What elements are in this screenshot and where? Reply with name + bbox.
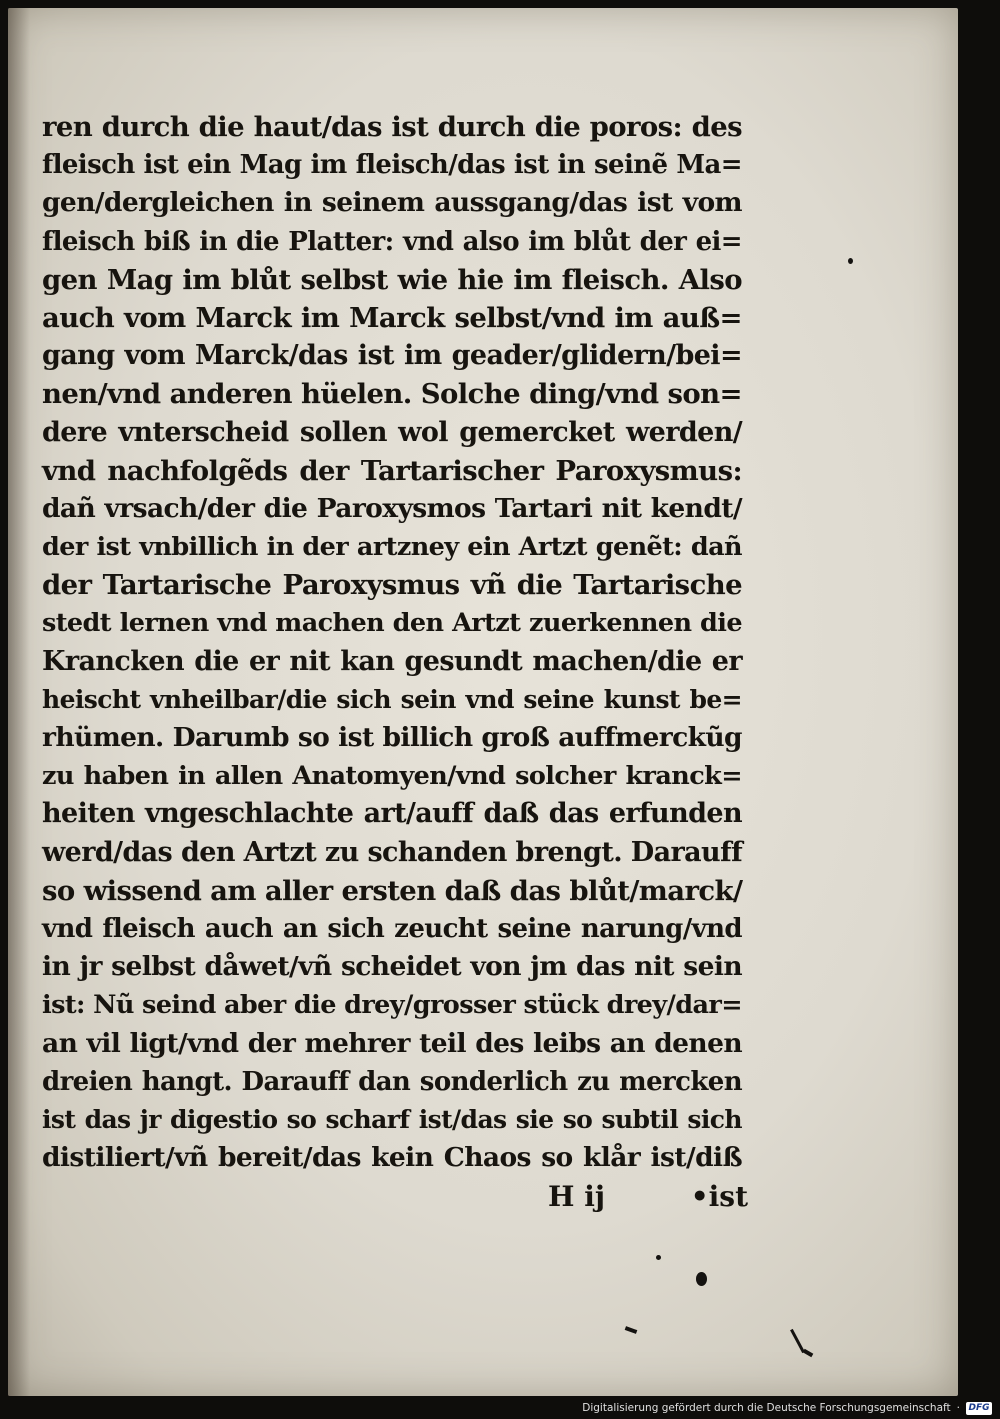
- text-line: auch vom Marck im Marck selbst/vnd im auß=: [42, 301, 742, 334]
- text-line: dañ vrsach/der die Paroxysmos Tartari nit kendt/: [42, 492, 742, 524]
- text-line: der Tartarische Paroxysmus vñ die Tartarische: [42, 569, 742, 602]
- text-line: heiten vngeschlachte art/auff daß das erfunden: [42, 798, 742, 830]
- text-line: an vil ligt/vnd der mehrer teil des leibs an denen: [42, 1027, 742, 1059]
- text-line: ist das jr digestio so scharf ist/das sie so subtil sich: [42, 1104, 742, 1134]
- catchword: •ist: [690, 1180, 748, 1213]
- book-page: [8, 8, 958, 1396]
- ink-stroke: [803, 1349, 814, 1357]
- ink-speck: [656, 1255, 661, 1260]
- text-line: heischt vnheilbar/die sich sein vnd seine kunst be=: [42, 684, 742, 714]
- text-line: in jr selbst dåwet/vñ scheidet von jm das nit sein: [42, 951, 742, 983]
- text-line: ist: Nũ seind aber die drey/grosser stück drey/dar=: [42, 990, 742, 1021]
- text-line: gen Mag im blůt selbst wie hie im fleisch. Also: [42, 263, 742, 296]
- text-line: vnd fleisch auch an sich zeucht seine narung/vnd: [42, 913, 742, 944]
- text-line: stedt lernen vnd machen den Artzt zuerkennen die: [42, 608, 742, 639]
- text-line: gen/dergleichen in seinem aussgang/das ist vom: [42, 187, 742, 219]
- text-line: ren durch die haut/das ist durch die poros: des: [42, 111, 742, 143]
- text-line: der ist vnbillich in der artzney ein Artzt genẽt: dañ: [42, 532, 742, 563]
- digitization-credit: [582, 1399, 992, 1417]
- page-text-block: [42, 108, 742, 1177]
- text-line: gang vom Marck/das ist im geader/glidern/bei=: [42, 340, 742, 372]
- text-line: fleisch biß in die Platter: vnd also im blůt der ei=: [42, 226, 742, 257]
- text-line: nen/vnd anderen hüelen. Solche ding/vnd son=: [42, 378, 742, 411]
- text-line: so wissend am aller ersten daß das blůt/marck/: [42, 874, 743, 907]
- text-line: Krancken die er nit kan gesundt machen/die er: [42, 645, 742, 677]
- signature-mark: H ij: [548, 1180, 605, 1213]
- ink-speck: [696, 1272, 707, 1286]
- text-line: dere vnterscheid sollen wol gemercket werden/: [42, 416, 742, 448]
- text-line: distiliert/vñ bereit/das kein Chaos so klår ist/diß: [42, 1142, 742, 1174]
- text-line: vnd nachfolgẽds der Tartarischer Paroxysmus:: [42, 454, 742, 487]
- ink-stroke: [625, 1326, 638, 1334]
- credit-text: Digitalisierung gefördert durch die Deutsche Forschungsgemeinschaft: [582, 1402, 951, 1414]
- credit-separator: ·: [956, 1402, 960, 1414]
- text-line: werd/das den Artzt zu schanden brengt. Darauff: [42, 836, 743, 868]
- text-line: rhümen. Darumb so ist billich groß auffmerckũg: [42, 722, 742, 753]
- ink-speck: [848, 258, 853, 264]
- text-line: dreien hangt. Darauff dan sonderlich zu mercken: [42, 1066, 742, 1097]
- text-line: zu haben in allen Anatomyen/vnd solcher kranck=: [42, 761, 742, 792]
- dfg-logo: DFG: [966, 1402, 992, 1415]
- page-foot-line: [548, 1180, 748, 1220]
- text-line: fleisch ist ein Mag im fleisch/das ist in seinẽ Ma=: [42, 150, 742, 181]
